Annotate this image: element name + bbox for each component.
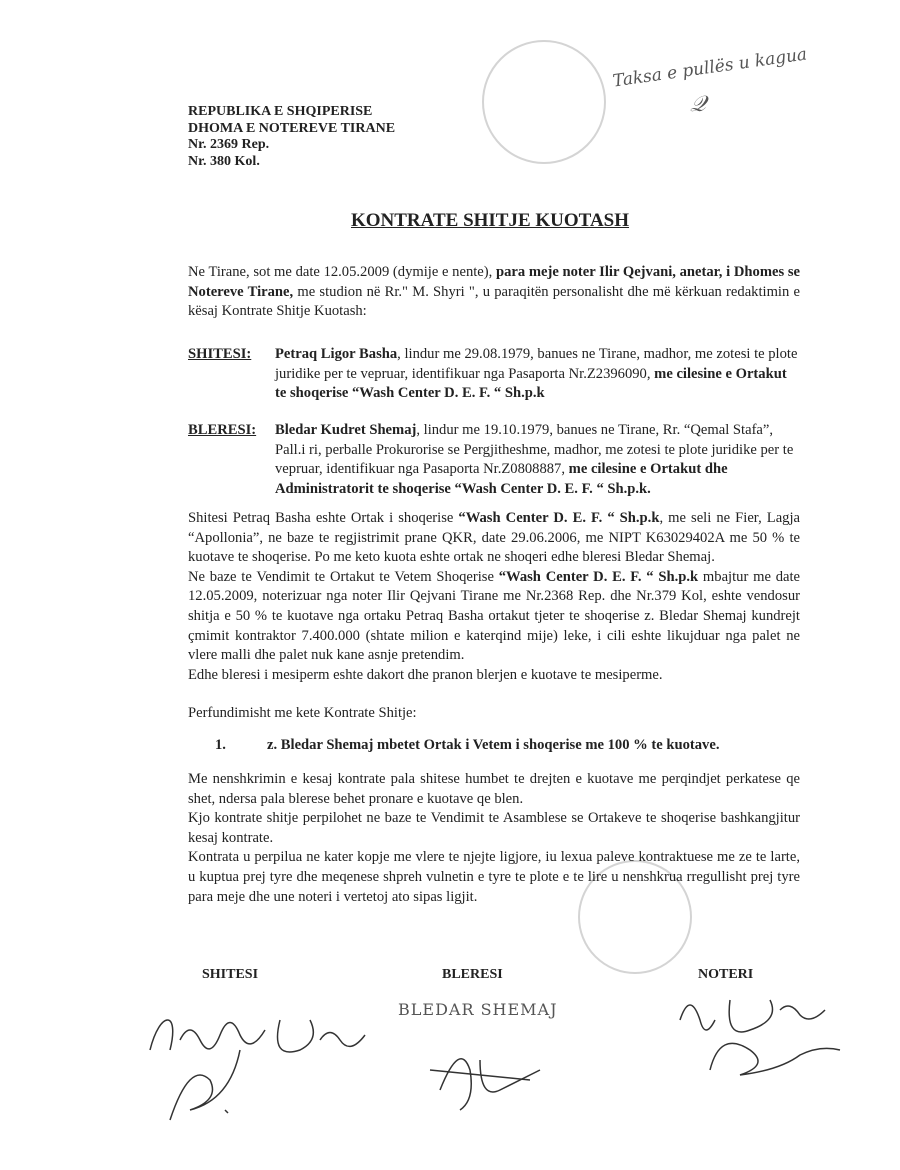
intro-notary: para meje noter Ilir Qejvani, anetar, i Dhomes se Notereve Tirane, (188, 264, 800, 300)
buyer-name: Bledar Kudret Shemaj (275, 422, 417, 438)
header-republic: REPUBLIKA E SHQIPERISE (188, 104, 373, 119)
body-paragraphs (188, 509, 800, 724)
paragraph-conclusion: Perfundimisht me kete Kontrate Shitje: (188, 705, 417, 722)
seller-details: , lindur me 29.08.1979, banues ne Tirane, madhor, me zotesi te plote juridike per te vepruar, identifikuar nga Pasaporta Nr.Z2396090, (275, 346, 798, 382)
paragraph-decision (188, 568, 800, 666)
paragraph-seller-stake (188, 509, 800, 568)
clause-number: 1. (215, 737, 226, 753)
header-rep-number: Nr. 2369 Rep. (188, 137, 270, 152)
notary-signature (670, 980, 870, 1090)
buyer-section (188, 421, 800, 499)
document-header (188, 104, 395, 170)
clause-item-1 (215, 737, 719, 754)
seller-section (188, 345, 800, 404)
intro-paragraph (188, 263, 800, 322)
paragraph-buyer-agrees: Edhe bleresi i mesiperm eshte dakort dhe pranon blerjen e kuotave te mesiperme. (188, 666, 663, 683)
buyer-capacity: me cilesine e Ortakut dhe Administratorit te shoqerise “Wash Center D. E. F. “ Sh.p.k. (275, 461, 728, 497)
seller-signature (140, 990, 440, 1140)
header-kol-number: Nr. 380 Kol. (188, 153, 260, 169)
paragraph-signing-effect: Me nenshkrimin e kesaj kontrate pala shitese humbet te drejten e kuotave me perqindjet perkatese qe shet, ndersa pala blerese behet pronare e kuotave qe blen. (188, 771, 800, 807)
buyer-details: , lindur me 19.10.1979, banues ne Tirane, Rr. “Qemal Stafa”, Pall.i ri, perballe Prokurorise se Pergjitheshme, madhor, me zotesi te plote juridike per te vepruar, identifikuar nga Pasaporta Nr.Z0808887, (275, 422, 794, 478)
closing-paragraphs (188, 770, 800, 907)
p3-rest: mbajtur me date 12.05.2009, noterizuar nga noter Ilir Qejvani Tirane me Nr.2368 Rep. dhe Nr.379 Kol, eshte vendosur shitja e 50 % te kuotave nga ortaku Petraq Basha ortakut tjeter te shoqerise z. Bledar Shemaj kundrejt çmimit kontraktor 7.400.000 (shtate milion e katerqind mije) leke, i cili eshte likujduar nga palet ne vlere malli dhe palet nuk kane asnje pretendim. (188, 568, 801, 664)
clause-text: z. Bledar Shemaj mbetet Ortak i Vetem i shoqerise me 100 % te kuotave. (267, 737, 720, 753)
seller-signature-label: SHITESI (202, 967, 259, 982)
seller-label: SHITESI: (188, 346, 252, 362)
paragraph-copies: Kontrata u perpilua ne kater kopje me vlere te njejte ligjore, iu lexua paleve kontraktuese me ze te larte, u kuptua prej tyre dhe meqenese shpreh vulnetin e tyre te plote e te lire u nenshkrua rregullisht prej tyre para meje dhe une noteri i vertetoj ato sipas ligjit. (188, 849, 800, 905)
intro-rest: me studion në Rr." M. Shyri ", u paraqitën personalisht dhe më kërkuan redaktimin e kësaj Kontrate Shitje Kuotash: (188, 283, 800, 320)
buyer-handwritten-name: BLEDAR SHEMAJ (398, 1000, 558, 1019)
notary-signature-label: NOTERI (698, 967, 754, 982)
document-title: KONTRATE SHITJE KUOTASH (350, 210, 630, 231)
p2-rest: , me seli ne Fier, Lagja “Apollonia”, ne baze te regjistrimit prane QKR, date 29.06.2006, me NIPT K63029402A me 50 % te kuotave te shoqerise. Po me keto kuota eshte ortak ne shoqeri edhe bleresi Bledar Shemaj. (188, 510, 800, 566)
buyer-signature-label: BLERESI (442, 967, 503, 982)
seller-capacity: me cilesine e Ortakut te shoqerise “Wash Center D. E. F. “ Sh.p.k (275, 365, 787, 402)
buyer-label: BLERESI: (188, 422, 257, 438)
buyer-signature (420, 1030, 570, 1120)
paragraph-basis: Kjo kontrate shitje perpilohet ne baze te Vendimit te Asamblese se Ortakeve te shoqerise bashkangjitur kesaj kontrate. (188, 810, 800, 846)
p2-company: “Wash Center D. E. F. “ Sh.p.k (458, 510, 660, 526)
intro-text: Ne Tirane, sot me date 12.05.2009 (dymije e nente), (188, 264, 496, 280)
p2-text: Shitesi Petraq Basha eshte Ortak i shoqerise (188, 510, 459, 526)
handwritten-note: Taksa e pullës u kagua (611, 44, 809, 92)
seller-name: Petraq Ligor Basha (275, 346, 398, 362)
header-chamber: DHOMA E NOTEREVE TIRANE (188, 120, 396, 136)
notary-initials-top: 𝒬 (690, 92, 706, 117)
p3-text: Ne baze te Vendimit te Ortakut te Vetem Shoqerise (188, 568, 499, 585)
notary-stamp-top (482, 40, 606, 164)
p3-company: “Wash Center D. E. F. “ Sh.p.k (498, 568, 699, 585)
